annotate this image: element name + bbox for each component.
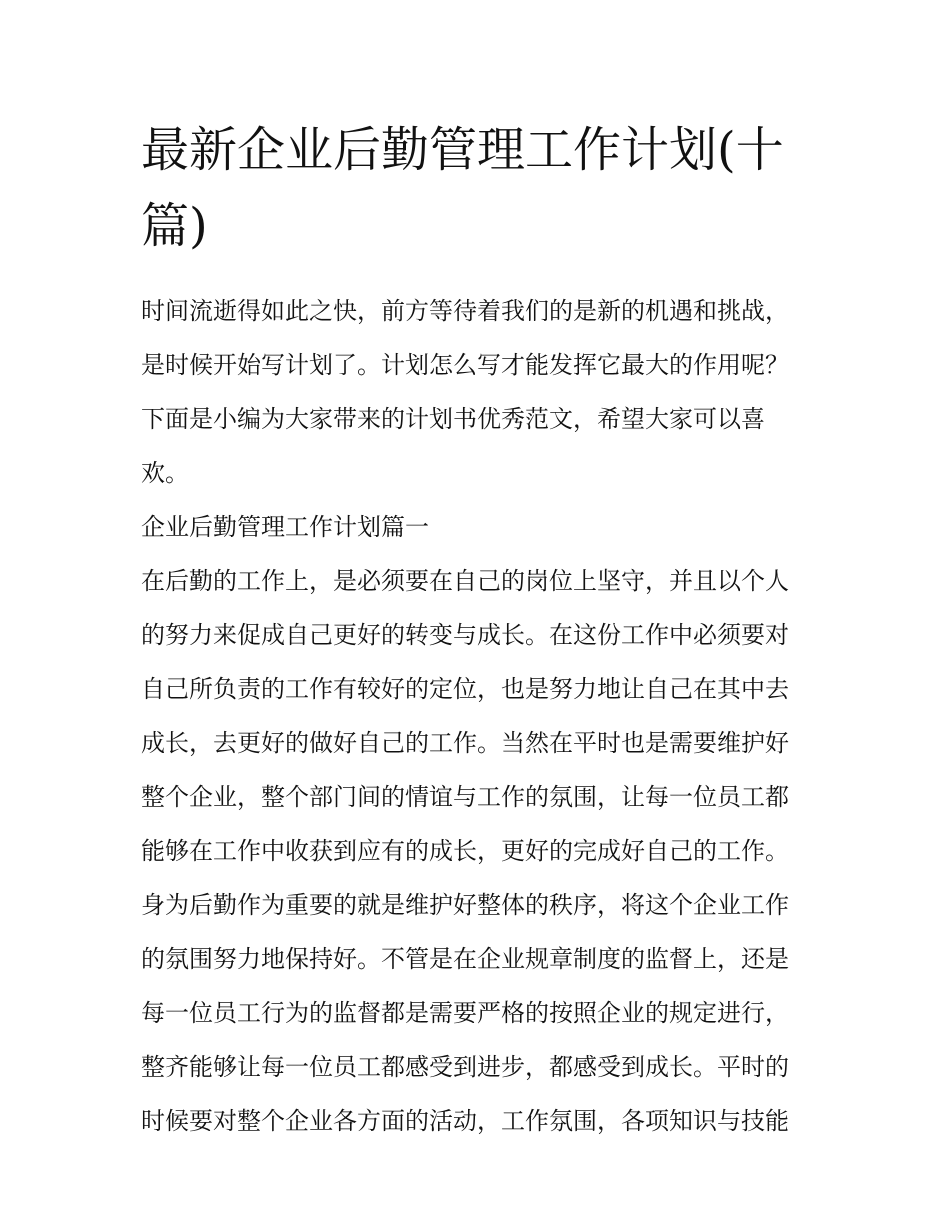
paragraph-line: 自己所负责的工作有较好的定位，也是努力地让自己在其中去	[141, 675, 789, 703]
paragraph-line: 的氛围努力地保持好。不管是在企业规章制度的监督上，还是	[141, 945, 789, 973]
paragraph-line: 能够在工作中收获到应有的成长，更好的完成好自己的工作。	[141, 837, 789, 865]
paragraph-line: 成长，去更好的做好自己的工作。当然在平时也是需要维护好	[141, 729, 789, 757]
section-heading: 企业后勤管理工作计划篇一	[141, 513, 429, 541]
paragraph-line: 时候要对整个企业各方面的活动，工作氛围，各项知识与技能	[141, 1107, 789, 1135]
intro-paragraph	[141, 284, 813, 500]
title-line: 最新企业后勤管理工作计划(十	[141, 122, 784, 178]
intro-line: 下面是小编为大家带来的计划书优秀范文，希望大家可以喜	[141, 405, 765, 433]
paragraph-line: 整个企业，整个部门间的情谊与工作的氛围，让每一位员工都	[141, 783, 789, 811]
section-paragraph	[141, 554, 813, 1148]
intro-line: 是时候开始写计划了。计划怎么写才能发挥它最大的作用呢？	[141, 351, 789, 379]
document-content	[141, 112, 813, 1148]
title-line: 篇)	[141, 198, 208, 254]
paragraph-line: 身为后勤作为重要的就是维护好整体的秩序，将这个企业工作	[141, 891, 789, 919]
paragraph-line: 每一位员工行为的监督都是需要严格的按照企业的规定进行，	[141, 999, 789, 1027]
document-title	[141, 112, 813, 264]
intro-line: 欢。	[141, 459, 189, 487]
paragraph-line: 整齐能够让每一位员工都感受到进步，都感受到成长。平时的	[141, 1053, 789, 1081]
paragraph-line: 的努力来促成自己更好的转变与成长。在这份工作中必须要对	[141, 621, 789, 649]
intro-line: 时间流逝得如此之快，前方等待着我们的是新的机遇和挑战，	[141, 297, 789, 325]
paragraph-line: 在后勤的工作上，是必须要在自己的岗位上坚守，并且以个人	[141, 567, 789, 595]
